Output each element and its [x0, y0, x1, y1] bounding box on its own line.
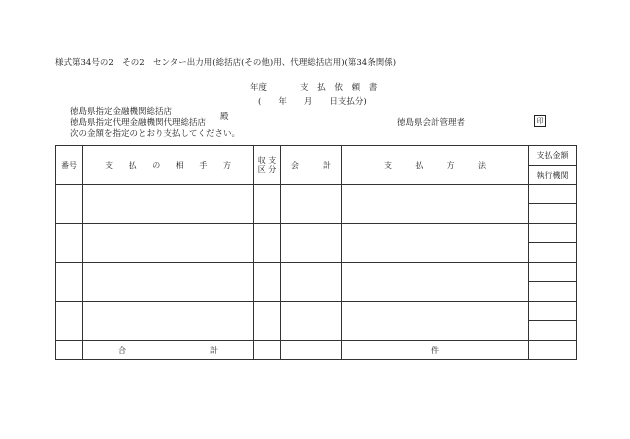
cell-agency[interactable] [529, 282, 577, 302]
header-number: 番号 [56, 146, 83, 185]
form-number-title: 様式第34号の2 その2 センター出力用(総括店(その他)用、代理総括店用)(第34条関係) [55, 58, 397, 68]
cell-category[interactable] [254, 263, 281, 302]
payment-date-line: ( 年 月 日支払分) [258, 97, 367, 107]
table-row [56, 185, 577, 204]
requester-name: 徳島県会計管理者 [397, 118, 466, 128]
header-payee [83, 146, 254, 185]
header-category-top: 収 支 [257, 156, 277, 165]
recipient-agent-bank: 徳島県指定代理金融機関代理総括店 [70, 118, 207, 128]
cell-payee[interactable] [83, 302, 254, 341]
cell-number[interactable] [56, 263, 83, 302]
cell-number[interactable] [56, 224, 83, 263]
cell-number[interactable] [56, 302, 83, 341]
header-amount: 支払金額 [529, 146, 577, 166]
cell-agency[interactable] [529, 321, 577, 341]
header-accounting-char: 計 [323, 160, 331, 170]
cell-category[interactable] [254, 224, 281, 263]
header-method-char: 支 [384, 160, 392, 170]
cell-payee[interactable] [83, 263, 254, 302]
payment-table [55, 145, 577, 360]
request-instruction: 次の金額を指定のとおり支払してください。 [70, 129, 241, 139]
document-title: 支 払 依 頼 書 [300, 83, 381, 93]
table-row [56, 224, 577, 243]
cell-total-amount[interactable] [529, 341, 577, 360]
cell-agency[interactable] [529, 243, 577, 263]
header-payee-char: 相 [175, 160, 184, 170]
header-executing-agency: 執行機関 [529, 166, 577, 185]
cell-amount[interactable] [529, 224, 577, 243]
header-category [254, 146, 281, 185]
fiscal-year-label: 年度 [250, 83, 268, 93]
table-row [56, 302, 577, 321]
cell-total-category [254, 341, 281, 360]
cell-accounting[interactable] [281, 224, 342, 263]
header-accounting [281, 146, 342, 185]
cell-accounting[interactable] [281, 185, 342, 224]
cell-amount[interactable] [529, 302, 577, 321]
cell-amount[interactable] [529, 263, 577, 282]
header-method-char: 払 [415, 160, 424, 170]
header-payee-char: 払 [128, 160, 137, 170]
header-payee-char: 方 [222, 160, 231, 170]
header-category-bottom: 区 分 [257, 165, 277, 174]
total-label-char: 計 [210, 345, 218, 355]
header-row [56, 146, 577, 166]
total-label-char: 合 [118, 345, 126, 355]
cell-total-count: 件 [342, 341, 529, 360]
cell-amount[interactable] [529, 185, 577, 204]
header-payee-char: の [152, 160, 161, 170]
cell-category[interactable] [254, 185, 281, 224]
cell-accounting[interactable] [281, 302, 342, 341]
honorific-dono: 殿 [220, 112, 229, 122]
header-method-char: 法 [477, 160, 486, 170]
cell-number[interactable] [56, 185, 83, 224]
cell-method[interactable] [342, 302, 529, 341]
cell-total-accounting [281, 341, 342, 360]
cell-payee[interactable] [83, 185, 254, 224]
seal-stamp: 印 [534, 115, 546, 127]
header-payee-char: 手 [199, 160, 208, 170]
cell-method[interactable] [342, 263, 529, 302]
recipient-designated-bank: 徳島県指定金融機関総括店 [70, 107, 173, 117]
cell-payee[interactable] [83, 224, 254, 263]
header-method-char: 方 [446, 160, 455, 170]
header-accounting-char: 会 [291, 160, 299, 170]
cell-agency[interactable] [529, 204, 577, 224]
cell-total-number [56, 341, 83, 360]
cell-total-label [83, 341, 254, 360]
header-payee-char: 支 [105, 160, 113, 170]
table-row [56, 263, 577, 282]
cell-category[interactable] [254, 302, 281, 341]
total-row [56, 341, 577, 360]
cell-method[interactable] [342, 224, 529, 263]
cell-method[interactable] [342, 185, 529, 224]
cell-accounting[interactable] [281, 263, 342, 302]
header-method [342, 146, 529, 185]
